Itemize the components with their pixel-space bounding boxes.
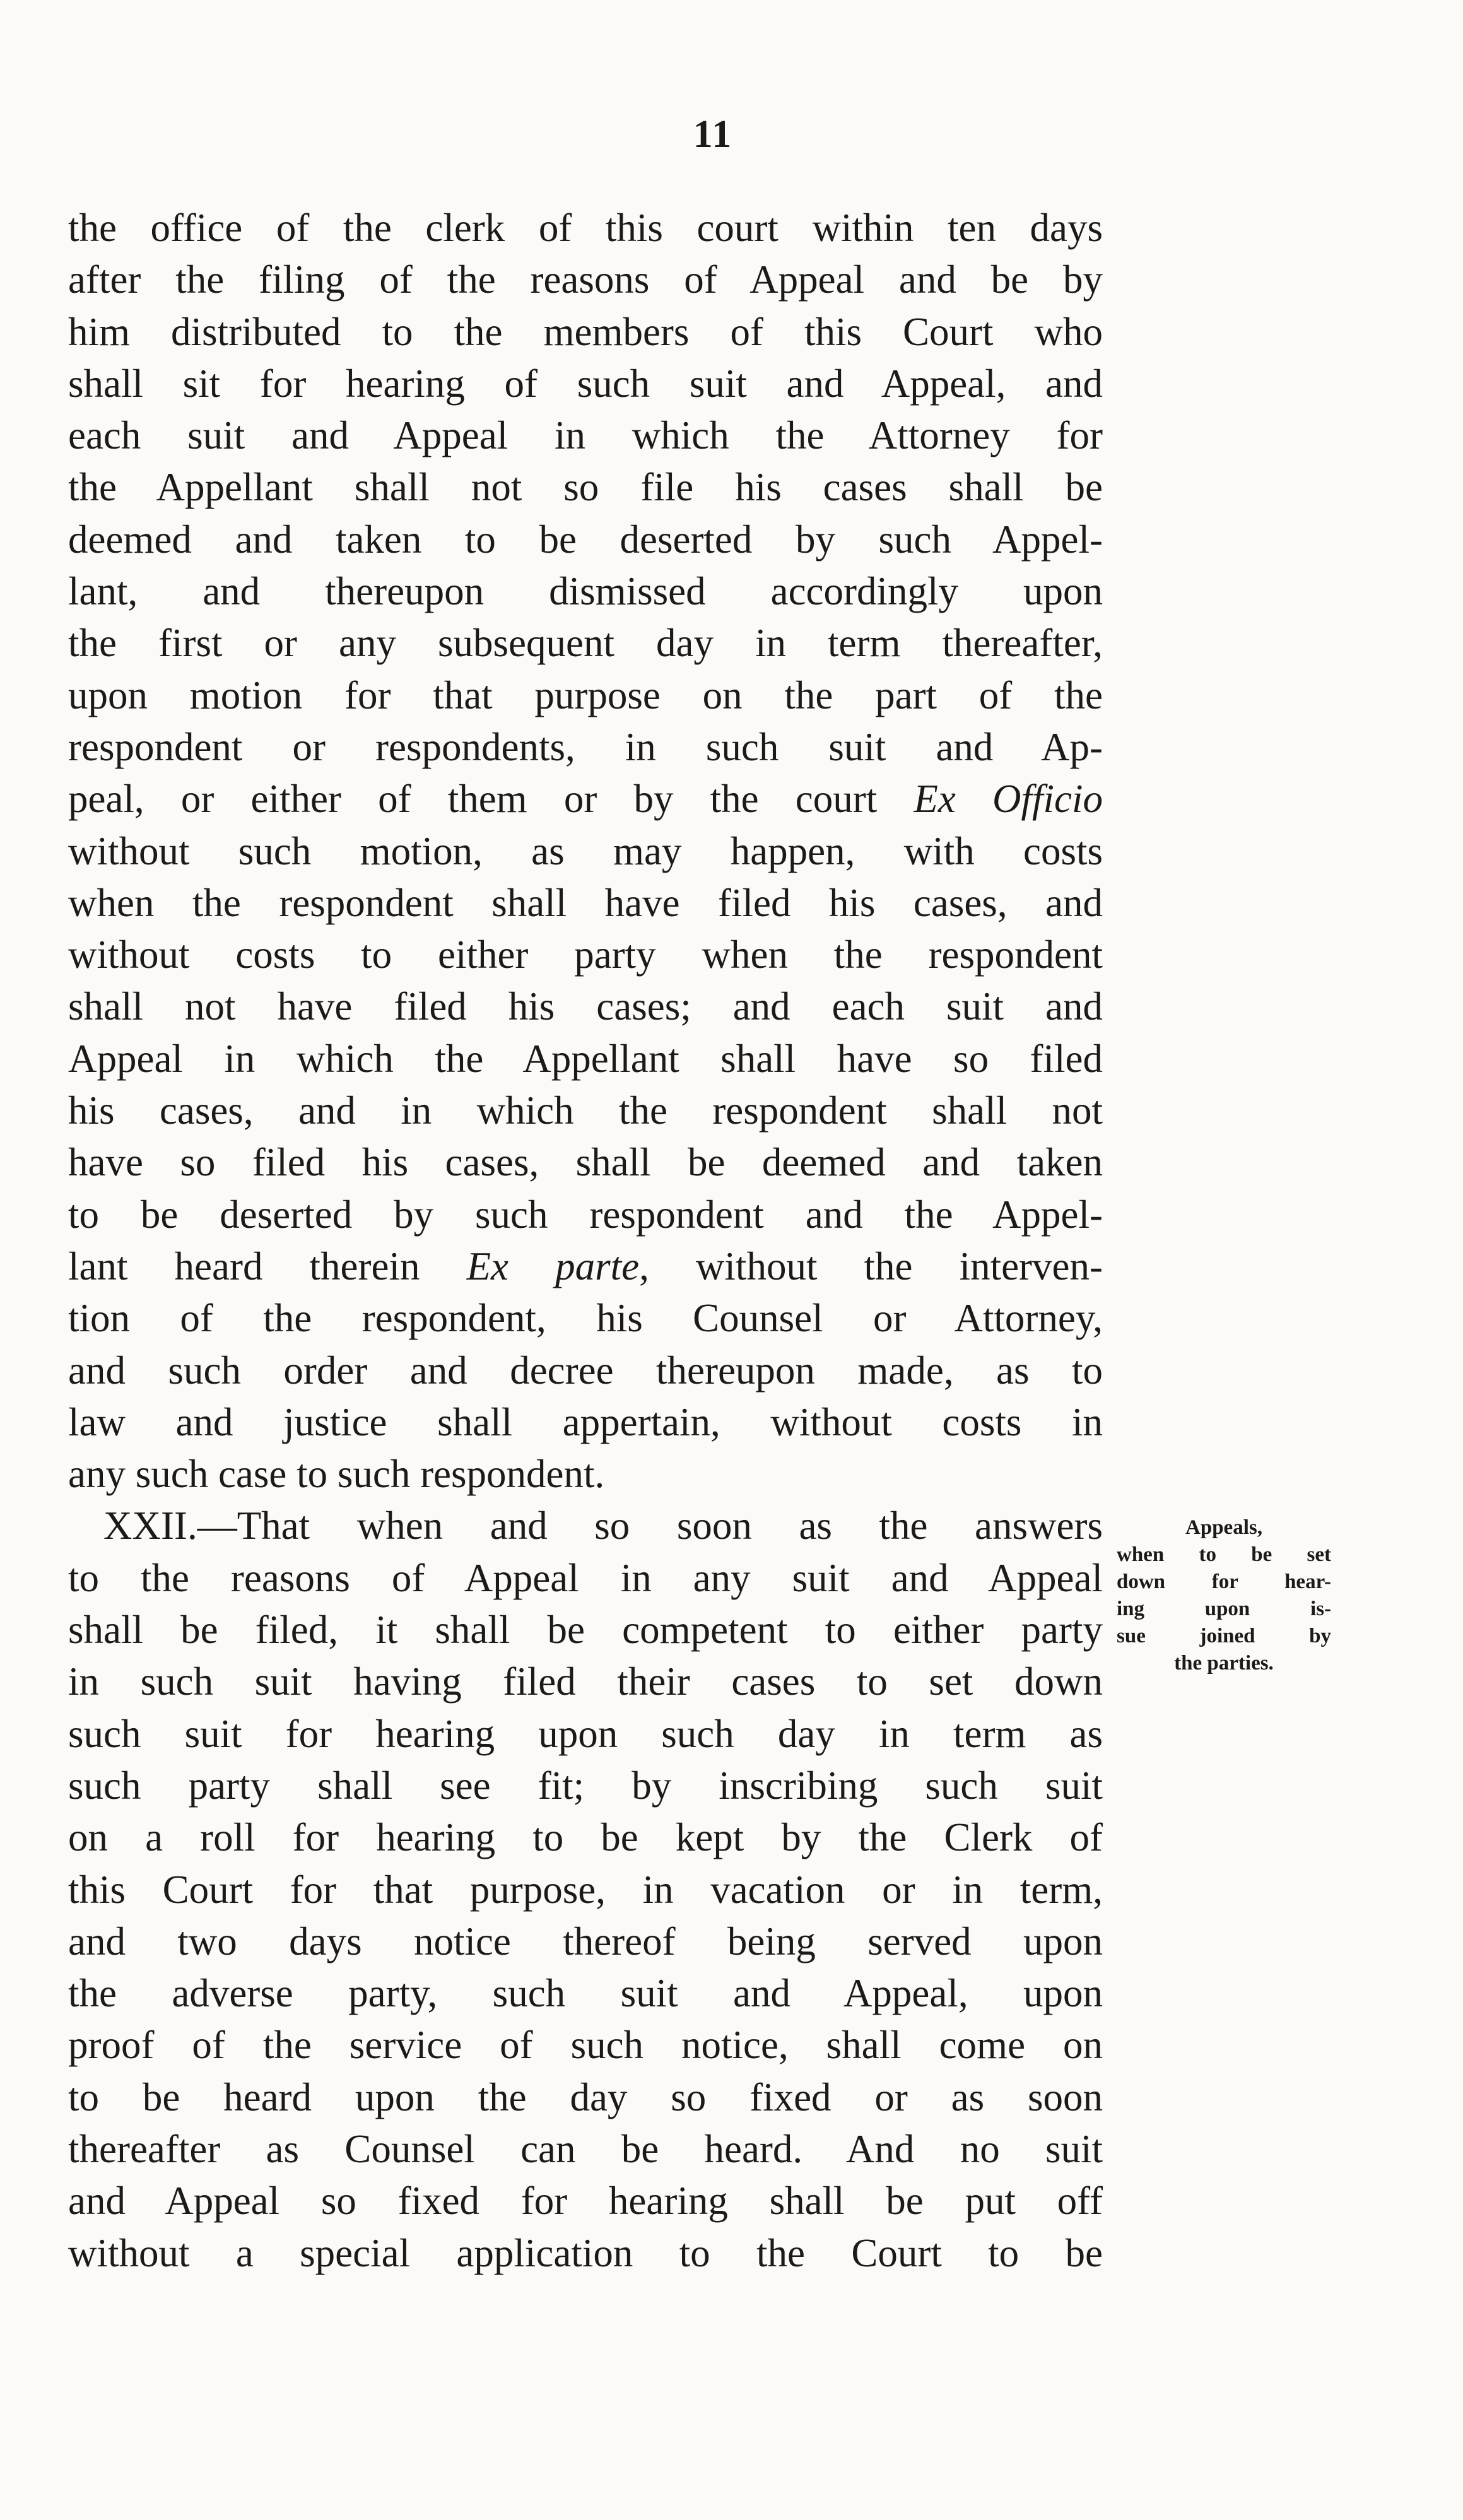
- text-line: [68, 1240, 1103, 1292]
- text-line: shall sit for hearing of such suit and Appeal, and: [68, 361, 1103, 406]
- text-line: and two days notice thereof being served upon: [68, 1919, 1103, 1964]
- text-line: shall be filed, it shall be competent to either party: [68, 1608, 1103, 1652]
- latin-phrase-ex-officio: Ex Officio: [914, 777, 1103, 821]
- margin-note-line: sue joined by: [1117, 1625, 1331, 1647]
- text-line: Appeal in which the Appellant shall have so filed: [68, 1036, 1103, 1081]
- text-line: and Appeal so fixed for hearing shall be put off: [68, 2179, 1103, 2223]
- text-line: without a special application to the Court to be: [68, 2230, 1103, 2275]
- text-line: to the reasons of Appeal in any suit and Appeal: [68, 1555, 1103, 1600]
- text-line: his cases, and in which the respondent shall not: [68, 1088, 1103, 1133]
- text-line: respondent or respondents, in such suit and Ap-: [68, 724, 1103, 769]
- page-number: 11: [693, 113, 733, 156]
- text-line: the Appellant shall not so file his cases shall be: [68, 465, 1103, 510]
- text-line: this Court for that purpose, in vacation or in term,: [68, 1867, 1103, 1912]
- text-line: each suit and Appeal in which the Attorney for: [68, 413, 1103, 458]
- text-line: tion of the respondent, his Counsel or Attorney,: [68, 1296, 1103, 1341]
- text-line: deemed and taken to be deserted by such Appel-: [68, 517, 1103, 562]
- text-line: law and justice shall appertain, without costs in: [68, 1399, 1103, 1444]
- margin-note: [1117, 1514, 1331, 1677]
- text-line: shall not have filed his cases; and each suit and: [68, 984, 1103, 1029]
- margin-note-line: when to be set: [1117, 1543, 1331, 1566]
- text-line: to be heard upon the day so fixed or as soon: [68, 2075, 1103, 2119]
- text-line: thereafter as Counsel can be heard. And no suit: [68, 2126, 1103, 2171]
- text-line: have so filed his cases, shall be deemed and taken: [68, 1140, 1103, 1185]
- latin-phrase-ex-parte: Ex parte: [466, 1244, 640, 1288]
- text-segment: , without the interven-: [639, 1244, 1103, 1288]
- text-line: such suit for hearing upon such day in term as: [68, 1711, 1103, 1756]
- text-line: him distributed to the members of this Court who: [68, 309, 1103, 354]
- text-line: on a roll for hearing to be kept by the Clerk of: [68, 1815, 1103, 1860]
- text-line: to be deserted by such respondent and the Appel-: [68, 1192, 1103, 1237]
- text-line: when the respondent shall have filed his cases, and: [68, 880, 1103, 925]
- margin-note-line: Appeals,: [1185, 1516, 1262, 1539]
- text-line: the adverse party, such suit and Appeal, upon: [68, 1971, 1103, 2016]
- text-line: lant, and thereupon dismissed accordingly upon: [68, 569, 1103, 614]
- body-text: [68, 202, 1103, 2279]
- text-line: after the filing of the reasons of Appeal and be by: [68, 257, 1103, 302]
- text-line: without such motion, as may happen, with costs: [68, 828, 1103, 873]
- section-xxii-start: XXII.—That when and so soon as the answers: [103, 1504, 1103, 1548]
- text-line: [68, 773, 1103, 825]
- text-segment: peal, or either of them or by the court: [68, 777, 914, 821]
- text-line: any such case to such respondent.: [68, 1452, 605, 1497]
- text-line: upon motion for that purpose on the part of the: [68, 673, 1103, 717]
- text-line: proof of the service of such notice, shall come on: [68, 2023, 1103, 2068]
- text-line: such party shall see fit; by inscribing such suit: [68, 1763, 1103, 1808]
- margin-note-line: down for hear-: [1117, 1570, 1331, 1593]
- text-line: the office of the clerk of this court within ten days: [68, 206, 1103, 250]
- text-line: in such suit having filed their cases to set down: [68, 1659, 1103, 1704]
- margin-note-line: the parties.: [1174, 1652, 1274, 1675]
- margin-note-line: ing upon is-: [1117, 1598, 1331, 1620]
- text-line: the first or any subsequent day in term thereafter,: [68, 621, 1103, 666]
- text-line: without costs to either party when the respondent: [68, 933, 1103, 977]
- text-segment: lant heard therein: [68, 1244, 467, 1288]
- text-line: and such order and decree thereupon made, as to: [68, 1348, 1103, 1392]
